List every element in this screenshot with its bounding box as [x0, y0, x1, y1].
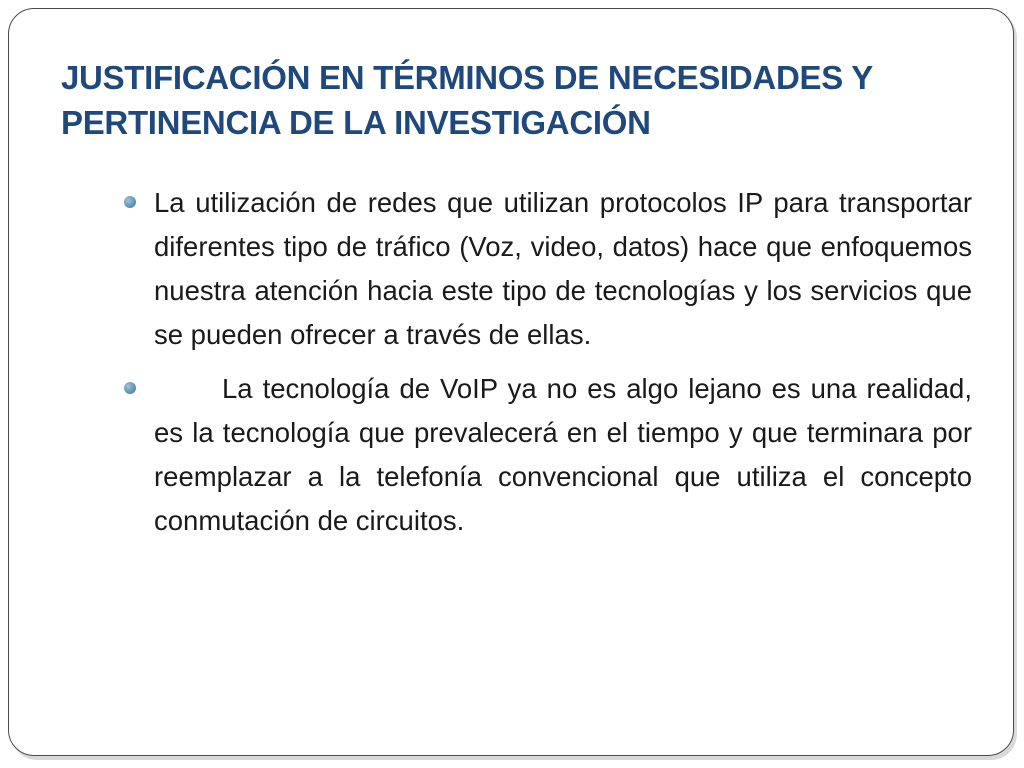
list-item [124, 181, 972, 357]
slide-frame [8, 8, 1014, 756]
bullet-text: La utilización de redes que utilizan protocolos IP para transportar diferentes tipo de tráfico (Voz, video, datos) hace que enfoquemos nuestra atención hacia este tipo de tecnologías y los servicios que se pueden ofrecer a través de ellas. [154, 187, 972, 350]
bullet-text: La tecnología de VoIP ya no es algo lejano es una realidad, es la tecnología que prevalecerá en el tiempo y que terminara por reemplazar a la telefonía convencional que utiliza el concepto conmutación de circuitos. [154, 373, 972, 536]
bullet-icon [124, 196, 136, 208]
list-item [124, 367, 972, 543]
slide-title: JUSTIFICACIÓN EN TÉRMINOS DE NECESIDADES Y PERTINENCIA DE LA INVESTIGACIÓN [61, 59, 873, 141]
bullet-icon [124, 382, 136, 394]
bullet-list [124, 181, 972, 553]
